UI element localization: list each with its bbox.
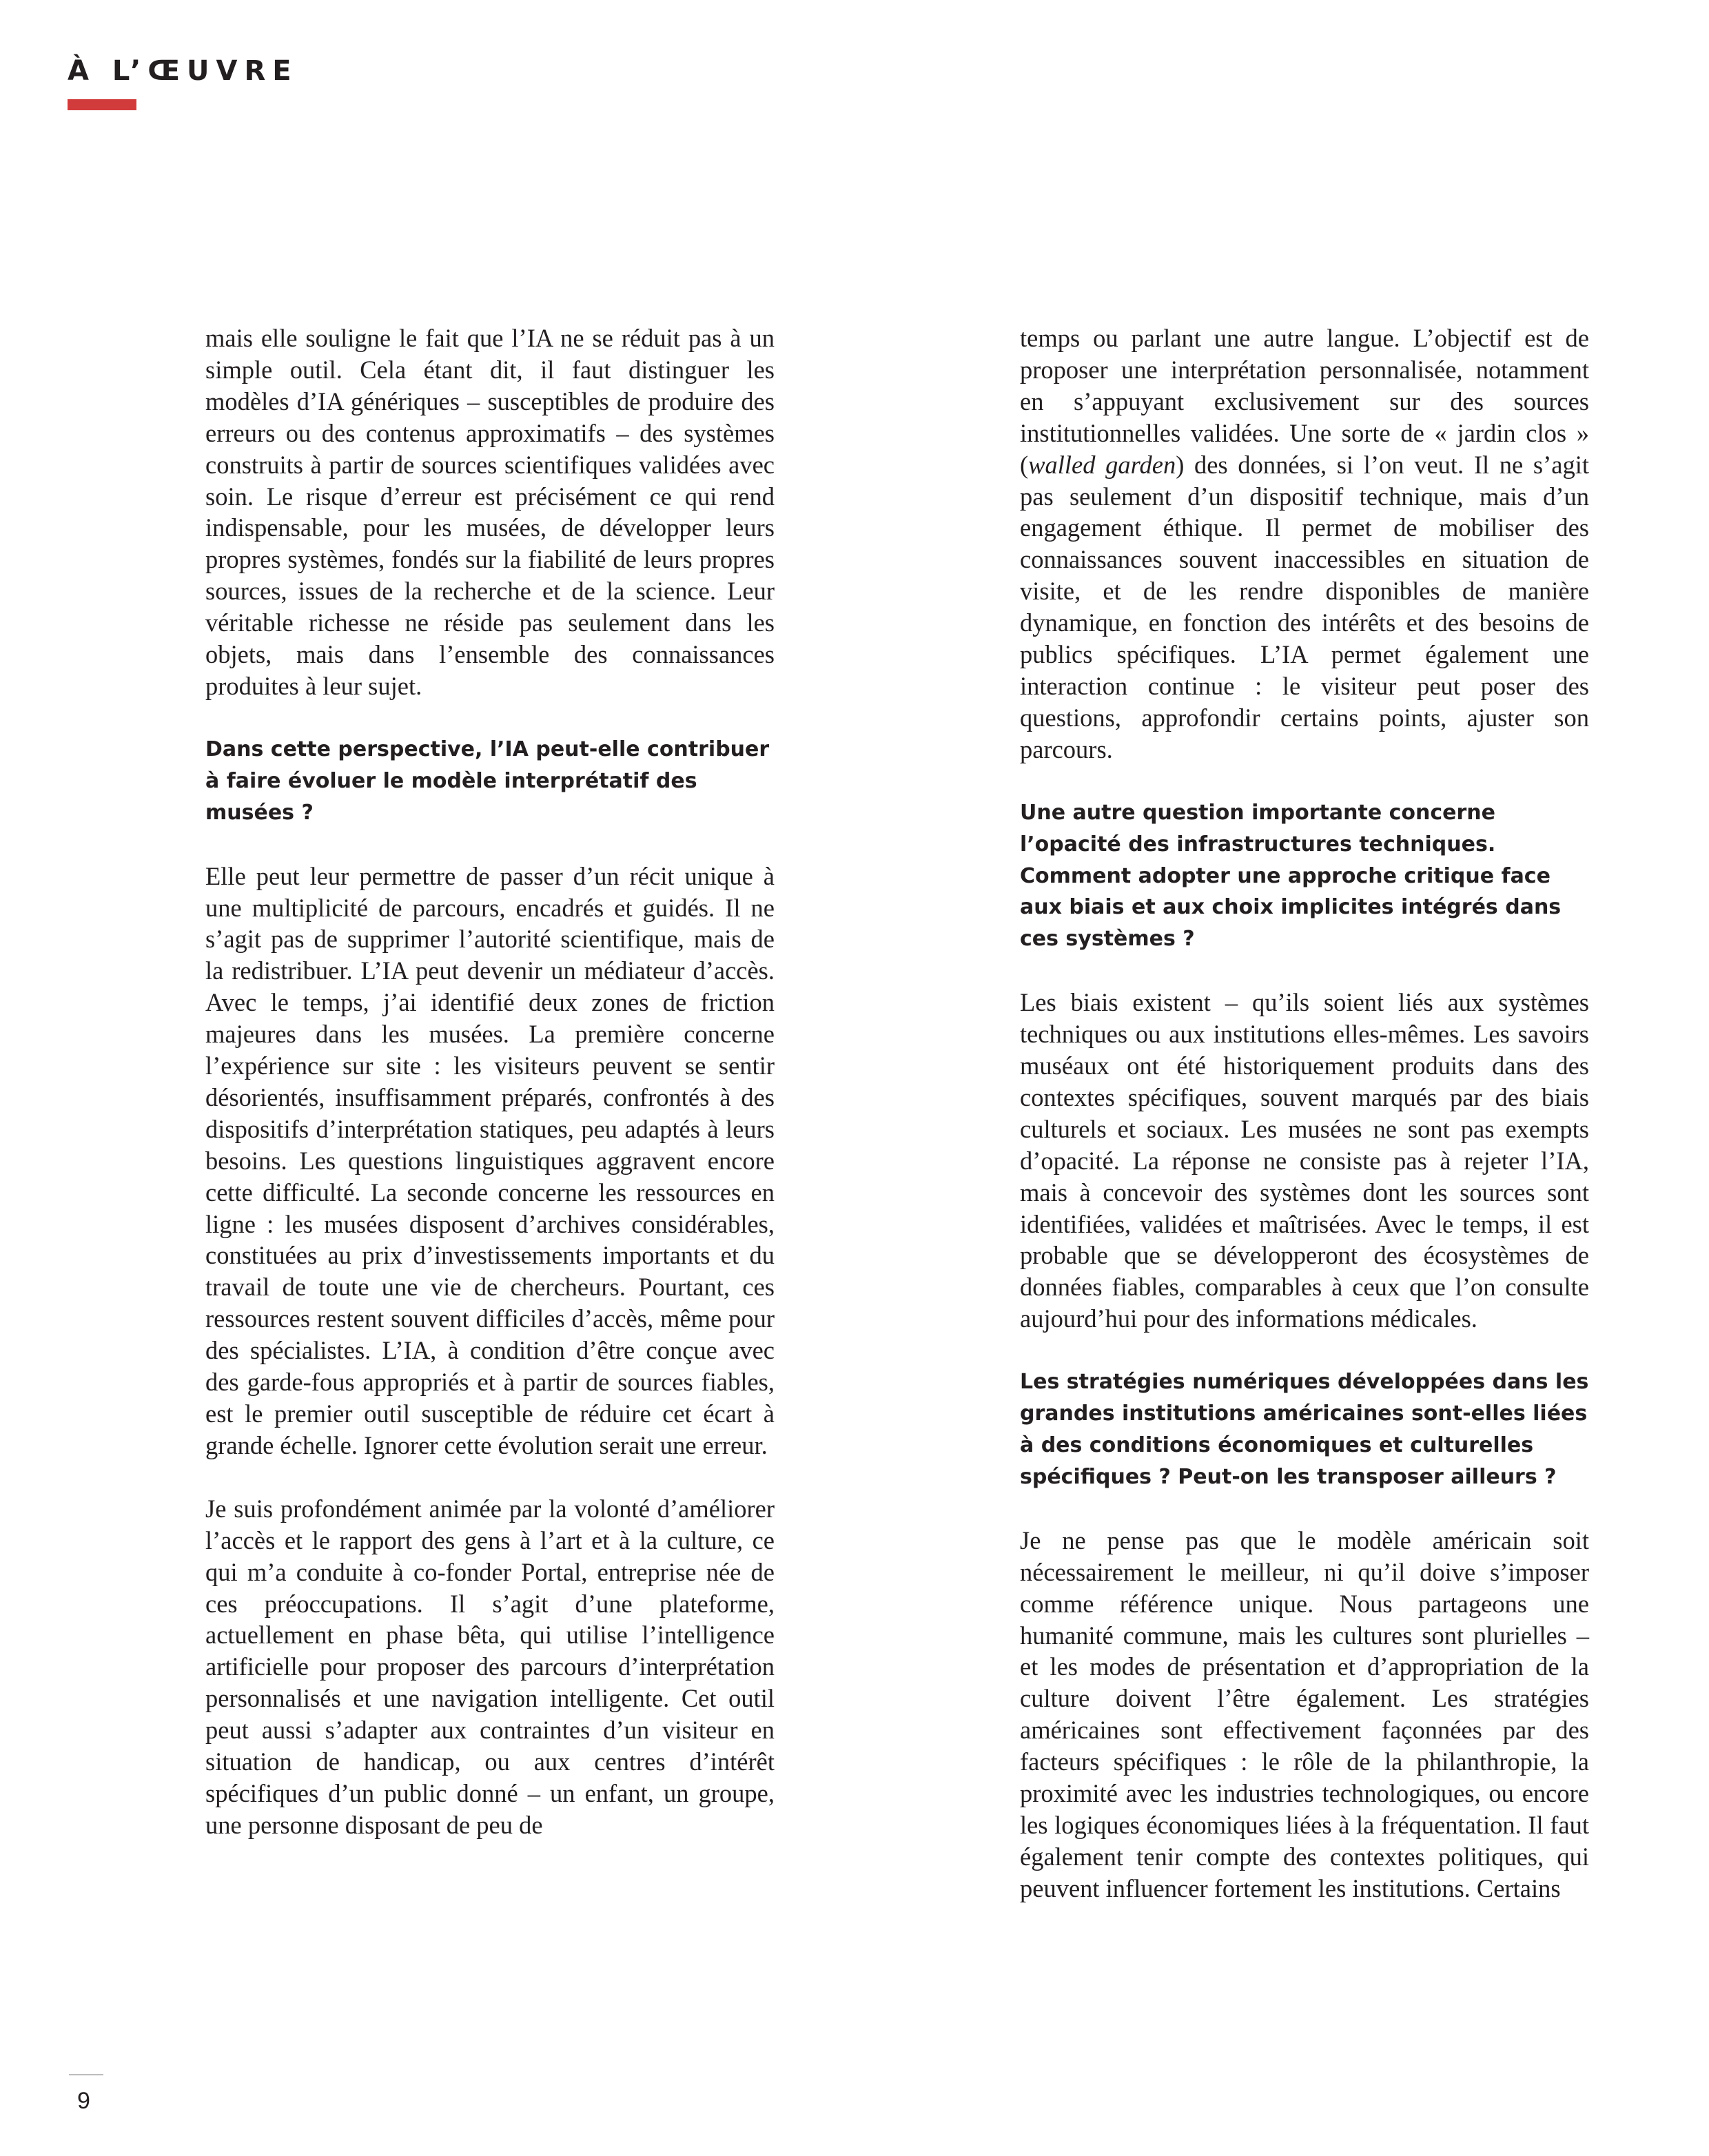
footer-rule xyxy=(69,2074,103,2075)
italic-term: walled garden xyxy=(1028,450,1176,479)
body-paragraph: Elle peut leur permettre de passer d’un récit unique à une multiplicité de parcours, encadrés et guidés. Il ne s’agit pas de supprimer l’autorité scientifique, mais de la redistribuer. L’IA peut devenir un médiateur d’accès. Avec le temps, j’ai identifié deux zones de friction majeures dans les musées. La première concerne l’expérience sur site : les visiteurs peuvent se sentir désorientés, insuffisamment préparés, confrontés à des dispositifs d’interprétation statiques, peu adaptés à leurs besoins. Les questions linguistiques aggravent encore cette difficulté. La seconde concerne les ressources en ligne : les musées disposent d’archives considérables, constituées au prix d’investissements importants et du travail de toute une vie de chercheurs. Pourtant, ces ressources restent souvent difficiles d’accès, même pour des spécialistes. L’IA, à condition d’être conçue avec des garde-fous appropriés et à partir de sources fiables, est le premier outil susceptible de réduire cet écart à grande échelle. Ignorer cette évolution serait une erreur. xyxy=(205,861,775,1459)
body-text: ) des données, si l’on veut. Il ne s’agit pas seulement d’un dispositif technique, mais d’un engagement éthique. Il permet de mobiliser des connaissances souvent inaccessibles en situation de visite, et de les rendre disponibles de manière dynamique, en fonction des intérêts et des besoins de publics spécifiques. L’IA permet également une interaction continue : le visiteur peut poser des questions, approfondir certains points, ajuster son parcours. xyxy=(1020,450,1589,763)
section-accent-bar xyxy=(68,99,136,110)
page-number: 9 xyxy=(77,2088,90,2114)
body-paragraph: Les biais existent – qu’ils soient liés aux systèmes techniques ou aux institutions elles-mêmes. Les savoirs muséaux ont été historiquement produits dans des contextes spécifiques, souvent marqués par des biais culturels et sociaux. Les musées ne sont pas exempts d’opacité. La réponse ne consiste pas à rejeter l’IA, mais à concevoir des systèmes dont les sources sont identifiées, validées et maîtrisées. Avec le temps, il est probable que se développeront des écosystèmes de données fiables, comparables à ceux que l’on consulte aujourd’hui pour des informations médicales. xyxy=(1020,988,1589,1333)
section-tag: À L’ŒUVRE xyxy=(68,55,298,87)
body-paragraph xyxy=(1020,322,1589,766)
interview-question: Les stratégies numériques développées dans les grandes institutions américaines sont-elles liées à des conditions économiques et culturelles spécifiques ? Peut-on les transposer ailleurs ? xyxy=(1020,1370,1589,1489)
body-paragraph: Je ne pense pas que le modèle américain soit nécessairement le meilleur, ni qu’il doive s’imposer comme référence unique. Nous partageons une humanité commune, mais les cultures sont plurielles – et les modes de présentation et d’appropriation de la culture doivent l’être également. Les stratégies américaines sont effectivement façonnées par des facteurs spécifiques : le rôle de la philanthropie, la proximité avec les industries technologiques, ou encore les logiques économiques liées à la fréquentation. Il faut également tenir compte des contextes politiques, qui peuvent influencer fortement les institutions. Certains xyxy=(1020,1526,1589,1902)
body-paragraph: Je suis profondément animée par la volonté d’améliorer l’accès et le rapport des gens à l’art et à la culture, ce qui m’a conduite à co-fonder Portal, entreprise née de ces préoccupations. Il s’agit d’une plateforme, actuellement en phase bêta, qui utilise l’intelligence artificielle pour proposer des parcours d’interprétation personnalisés et une navigation intelligente. Cet outil peut aussi s’adapter aux contraintes d’un visiteur en situation de handicap, ou aux centres d’intérêt spécifiques d’un public donné – un enfant, un groupe, une personne disposant de peu de xyxy=(205,1494,775,1839)
interview-question: Une autre question importante concerne l’opacité des infrastructures techniques. Comment adopter une approche critique face aux biais et aux choix implicites intégrés dans ces systèmes ? xyxy=(1020,800,1562,952)
interview-question: Dans cette perspective, l’IA peut-elle contribuer à faire évoluer le modèle interprétatif des musées ? xyxy=(205,737,770,825)
left-column xyxy=(205,322,775,1873)
body-paragraph: mais elle souligne le fait que l’IA ne se réduit pas à un simple outil. Cela étant dit, il faut distinguer les modèles d’IA génériques – susceptibles de produire des erreurs ou des contenus approximatifs – des systèmes construits à partir de sources scientifiques validées avec soin. Le risque d’erreur est précisément ce qui rend indispensable, pour les musées, de développer leurs propres systèmes, fondés sur la fiabilité de leurs propres sources, issues de la recherche et de la science. Leur véritable richesse ne réside pas seulement dans les objets, mais dans l’ensemble des connaissances produites à leur sujet. xyxy=(205,324,775,700)
right-column xyxy=(1020,322,1589,1936)
body-text: temps ou parlant une autre langue. L’objectif est de proposer une interprétation personnalisée, notamment en s’appuyant exclusivement sur des sources institutionnelles validées. Une sorte de « jardin clos » ( xyxy=(1020,324,1589,479)
